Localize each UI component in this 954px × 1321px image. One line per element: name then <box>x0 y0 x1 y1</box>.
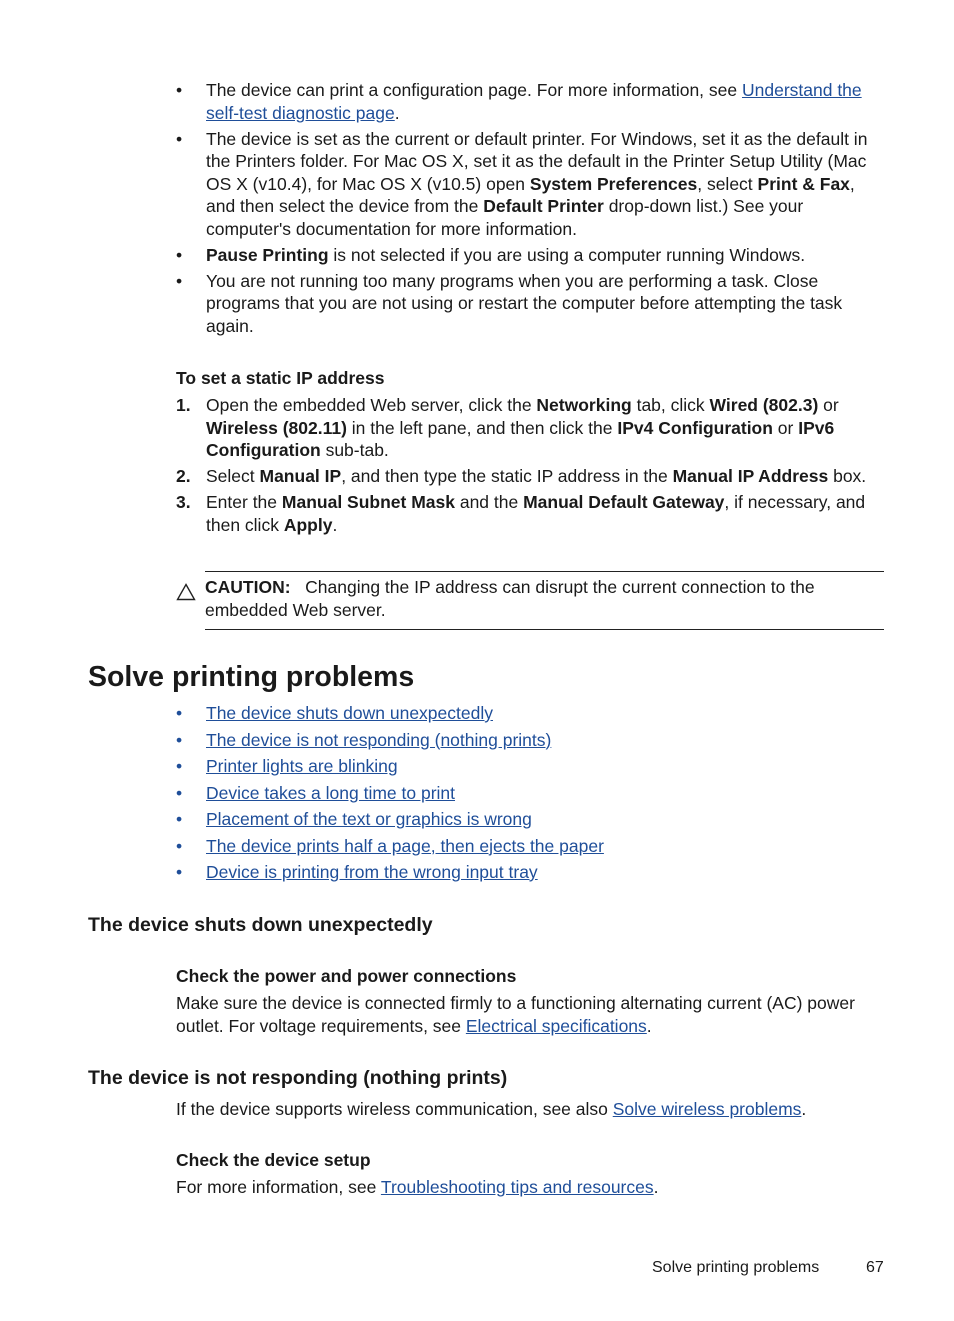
list-item: 1. Open the embedded Web server, click the Networking tab, click Wired (802.3) or Wireless (802.11) in the left pane, and then click the IPv4 Configuration or IPv6 Configuration sub-tab. <box>176 395 839 460</box>
section-heading-shuts-down: The device shuts down unexpectedly <box>88 914 433 936</box>
toc-link-long-time[interactable]: Device takes a long time to print <box>206 782 456 803</box>
toc-link-half-page[interactable]: The device prints half a page, then ejects the paper <box>206 835 604 856</box>
wireless-paragraph: If the device supports wireless communication, see also Solve wireless problems. <box>176 1099 807 1119</box>
setup-paragraph: For more information, see Troubleshooting tips and resources. <box>176 1177 659 1197</box>
list-item <box>176 835 884 858</box>
bullet-icon: • <box>176 703 183 723</box>
subheading-power: Check the power and power connections <box>176 966 517 986</box>
subheading-device-setup: Check the device setup <box>176 1150 371 1170</box>
list-item <box>176 729 884 752</box>
caution-label: CAUTION: <box>205 577 291 597</box>
self-test-page-link[interactable]: Understand the self-test diagnostic page <box>206 80 862 123</box>
toc-link-shuts-down[interactable]: The device shuts down unexpectedly <box>206 703 493 723</box>
toc-link-placement-wrong[interactable]: Placement of the text or graphics is wrong <box>206 809 532 829</box>
divider <box>205 571 884 572</box>
caution-note <box>176 571 884 630</box>
prerequisite-list <box>176 79 884 337</box>
bullet-icon: • <box>176 729 183 750</box>
electrical-specifications-link[interactable]: Electrical specifications <box>465 1015 647 1036</box>
bullet-icon: • <box>176 80 183 100</box>
bullet-icon: • <box>176 782 183 803</box>
power-paragraph: Make sure the device is connected firmly to a functioning alternating current (AC) power outlet. For voltage requirements, see Electrical specifications. <box>176 993 855 1036</box>
list-item <box>176 755 884 778</box>
list-item <box>176 702 884 725</box>
bullet-icon: • <box>176 244 183 265</box>
list-item <box>176 808 884 831</box>
list-item <box>176 782 884 805</box>
solve-wireless-problems-link[interactable]: Solve wireless problems <box>612 1099 802 1119</box>
bullet-icon: • <box>176 128 183 149</box>
bullet-icon: • <box>176 862 183 882</box>
bullet-icon: • <box>176 270 183 291</box>
list-item: • Pause Printing is not selected if you are using a computer running Windows. <box>176 244 806 265</box>
divider <box>205 629 884 630</box>
bullet-icon: • <box>176 835 183 856</box>
list-item: • The device can print a configuration page. For more information, see Understand the self-test diagnostic page. <box>176 80 862 123</box>
footer-section-name: Solve printing problems <box>652 1259 820 1276</box>
toc-link-lights-blinking[interactable]: Printer lights are blinking <box>206 756 398 776</box>
list-item <box>176 861 884 884</box>
caution-triangle-icon <box>176 583 196 601</box>
toc-link-not-responding[interactable]: The device is not responding (nothing prints) <box>206 729 552 750</box>
toc-link-wrong-tray[interactable]: Device is printing from the wrong input tray <box>206 862 538 882</box>
static-ip-heading: To set a static IP address <box>176 368 385 388</box>
bullet-icon: • <box>176 756 183 776</box>
page-number: 67 <box>866 1259 884 1276</box>
list-item: 2. Select Manual IP, and then type the static IP address in the Manual IP Address box. <box>176 466 867 486</box>
list-item: • The device is set as the current or default printer. For Windows, set it as the default in the Printers folder. For Mac OS X, set it as the default in the Printer Setup Utility (Mac OS X (v10.4), for Mac OS X (v10.5) open System Preferences, select Print & Fax, and then select the device from the Default Printer drop-down list.) See your computer's documentation for more information. <box>176 128 868 239</box>
page-title: Solve printing problems <box>88 661 415 693</box>
list-item: • You are not running too many programs when you are performing a task. Close programs that you are not using or restart the computer before attempting the task again. <box>176 270 843 336</box>
topic-links <box>176 702 884 884</box>
bullet-icon: • <box>176 809 183 829</box>
list-item: 3. Enter the Manual Subnet Mask and the Manual Default Gateway, if necessary, and then click Apply. <box>176 492 866 535</box>
troubleshooting-tips-link[interactable]: Troubleshooting tips and resources <box>380 1177 654 1197</box>
section-heading-not-responding: The device is not responding (nothing prints) <box>88 1067 508 1089</box>
caution-text: Changing the IP address can disrupt the current connection to the embedded Web server. <box>205 577 815 620</box>
static-ip-steps <box>176 394 884 536</box>
